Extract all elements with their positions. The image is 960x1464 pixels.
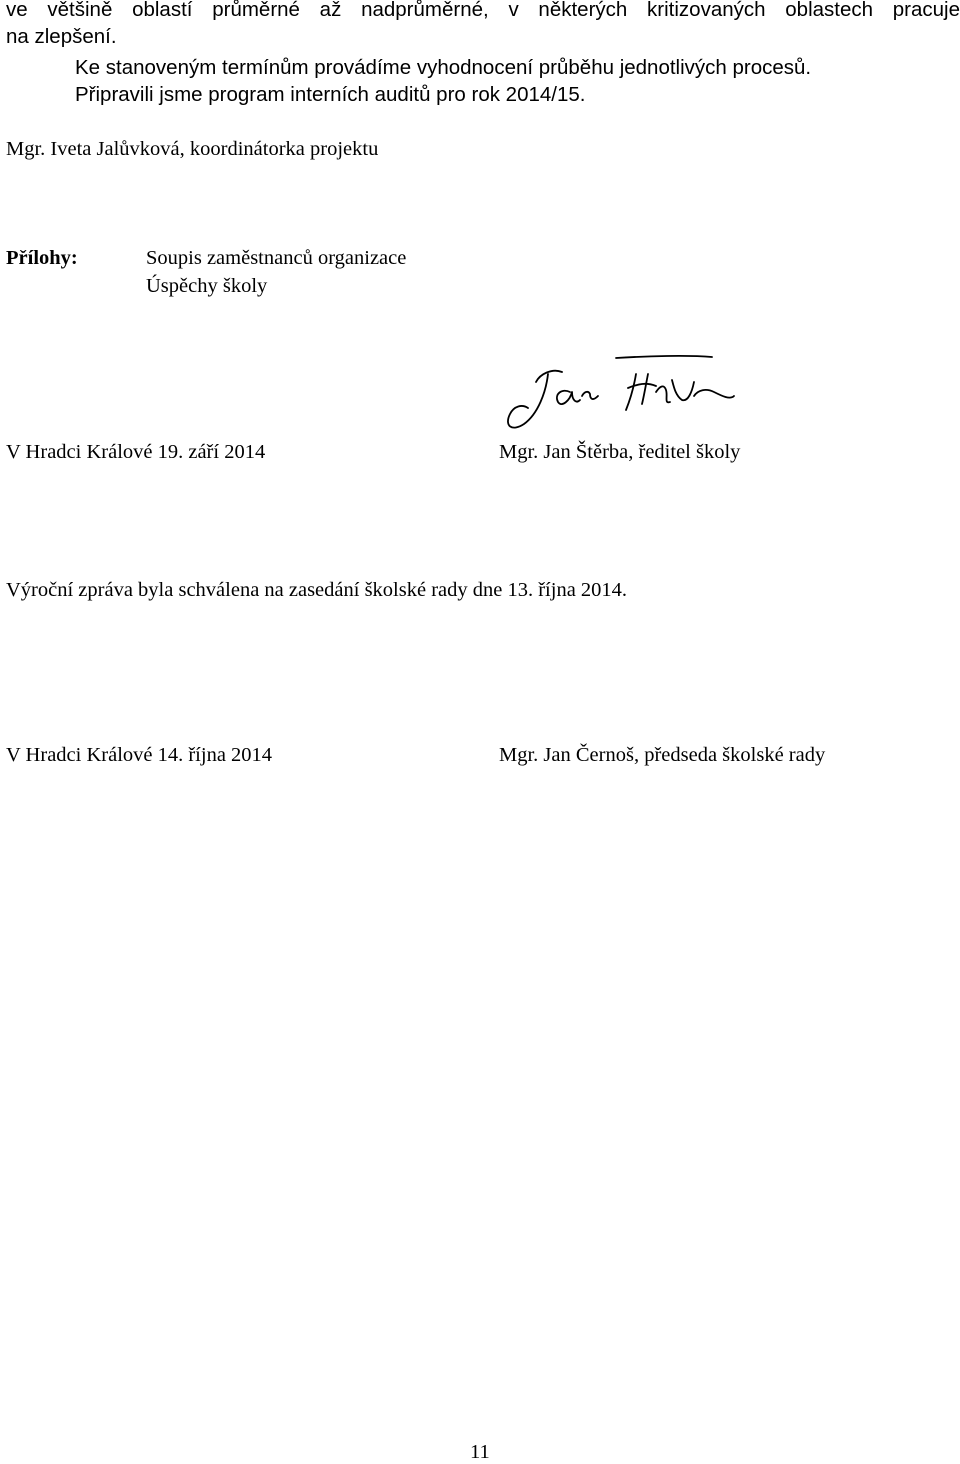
signer-1: Mgr. Jan Štěrba, ředitel školy bbox=[499, 441, 741, 463]
author-line: Mgr. Iveta Jalůvková, koordinátorka projektu bbox=[6, 138, 379, 160]
place-date-1: V Hradci Králové 19. září 2014 bbox=[6, 441, 266, 463]
paragraph-line-2: na zlepšení. bbox=[6, 25, 117, 48]
paragraph-line-4: Připravili jsme program interních auditů pro rok 2014/15. bbox=[75, 83, 586, 106]
signer-2: Mgr. Jan Černoš, předseda školské rady bbox=[499, 744, 826, 766]
place-date-2: V Hradci Králové 14. října 2014 bbox=[6, 744, 273, 766]
paragraph-line-1: ve většině oblastí průměrné až nadprůměrné, v některých kritizovaných oblastech pracuje bbox=[6, 0, 960, 21]
signature-graphic bbox=[498, 352, 738, 437]
approval-note: Výroční zpráva byla schválena na zasedání školské rady dne 13. října 2014. bbox=[6, 579, 628, 601]
paragraph-line-3: Ke stanoveným termínům provádíme vyhodnocení průběhu jednotlivých procesů. bbox=[75, 56, 812, 79]
attachments-label: Přílohy: bbox=[6, 247, 78, 269]
page-number: 11 bbox=[470, 1441, 490, 1463]
attachment-item: Soupis zaměstnanců organizace bbox=[146, 247, 407, 269]
attachment-item: Úspěchy školy bbox=[146, 275, 268, 297]
